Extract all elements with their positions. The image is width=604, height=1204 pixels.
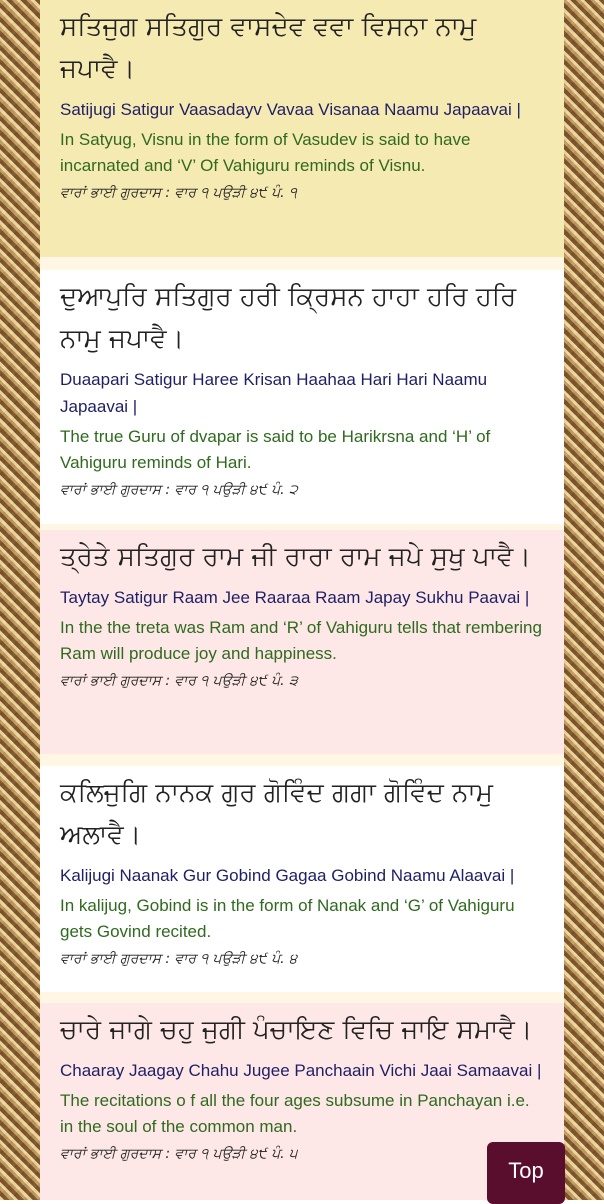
source-reference[interactable]: ਵਾਰਾਂ ਭਾਈ ਗੁਰਦਾਸ : ਵਾਰ ੧ ਪਉੜੀ ੪੯ ਪੰ. ੩ <box>60 673 298 689</box>
source-reference[interactable]: ਵਾਰਾਂ ਭਾਈ ਗੁਰਦਾਸ : ਵਾਰ ੧ ਪਉੜੀ ੪੯ ਪੰ. ੫ <box>60 1146 298 1162</box>
verse-card <box>40 766 564 992</box>
transliteration-text: Duaapari Satigur Haree Krisan Haahaa Hari Hari Naamu Japaavai | <box>60 370 488 416</box>
verse-card <box>40 530 564 754</box>
transliteration-text: Satijugi Satigur Vaasadayv Vavaa Visanaa Naamu Japaavai | <box>60 100 521 119</box>
transliteration-text: Kalijugi Naanak Gur Gobind Gagaa Gobind Naamu Alaavai | <box>60 866 515 885</box>
source-reference[interactable]: ਵਾਰਾਂ ਭਾਈ ਗੁਰਦਾਸ : ਵਾਰ ੧ ਪਉੜੀ ੪੯ ਪੰ. ੧ <box>60 185 297 201</box>
verse-card <box>40 1003 564 1200</box>
translation-text: The recitations o f all the four ages subsume in Panchayan i.e. in the soul of the common man. <box>60 1091 530 1136</box>
verse-card <box>40 0 564 257</box>
translation-text: The true Guru of dvapar is said to be Harikrsna and ‘H’ of Vahiguru reminds of Hari. <box>60 427 491 472</box>
source-reference[interactable]: ਵਾਰਾਂ ਭਾਈ ਗੁਰਦਾਸ : ਵਾਰ ੧ ਪਉੜੀ ੪੯ ਪੰ. ੪ <box>60 951 298 967</box>
gurmukhi-text: ਸਤਿਜੁਗ ਸਤਿਗੁਰ ਵਾਸਦੇਵ ਵਵਾ ਵਿਸਨਾ ਨਾਮੁ ਜਪਾਵੈ। <box>60 12 477 84</box>
transliteration-text: Chaaray Jaagay Chahu Jugee Panchaain Vichi Jaai Samaavai | <box>60 1061 542 1080</box>
gurmukhi-text: ਕਲਿਜੁਗਿ ਨਾਨਕ ਗੁਰ ਗੋਵਿੰਦ ਗਗਾ ਗੋਵਿੰਦ ਨਾਮੁ ਅਲਾਵੈ। <box>60 778 493 850</box>
gurmukhi-text: ਤ੍ਰੇਤੇ ਸਤਿਗੁਰ ਰਾਮ ਜੀ ਰਾਰਾ ਰਾਮ ਜਪੇ ਸੁਖੁ ਪਾਵੈ। <box>60 542 531 572</box>
translation-text: In kalijug, Gobind is in the form of Nanak and ‘G’ of Vahiguru gets Govind recited. <box>60 896 515 941</box>
translation-text: In the the treta was Ram and ‘R’ of Vahiguru tells that rembering Ram will produce joy and happiness. <box>60 618 542 663</box>
verse-card <box>40 270 564 524</box>
decorative-border-left <box>0 0 40 1200</box>
scroll-to-top-button[interactable]: Top <box>487 1142 565 1204</box>
transliteration-text: Taytay Satigur Raam Jee Raaraa Raam Japay Sukhu Paavai | <box>60 588 530 607</box>
translation-text: In Satyug, Visnu in the form of Vasudev is said to have incarnated and ‘V’ Of Vahiguru reminds of Visnu. <box>60 130 471 175</box>
decorative-border-right <box>564 0 604 1200</box>
source-reference[interactable]: ਵਾਰਾਂ ਭਾਈ ਗੁਰਦਾਸ : ਵਾਰ ੧ ਪਉੜੀ ੪੯ ਪੰ. ੨ <box>60 482 298 498</box>
gurmukhi-text: ਦੁਆਪੁਰਿ ਸਤਿਗੁਰ ਹਰੀ ਕ੍ਰਿਸਨ ਹਾਹਾ ਹਰਿ ਹਰਿ ਨਾਮੁ ਜਪਾਵੈ। <box>60 282 517 354</box>
verse-list <box>40 0 564 1200</box>
gurmukhi-text: ਚਾਰੇ ਜਾਗੇ ਚਹੁ ਜੁਗੀ ਪੰਚਾਇਣ ਵਿਚਿ ਜਾਇ ਸਮਾਵੈ। <box>60 1015 533 1045</box>
